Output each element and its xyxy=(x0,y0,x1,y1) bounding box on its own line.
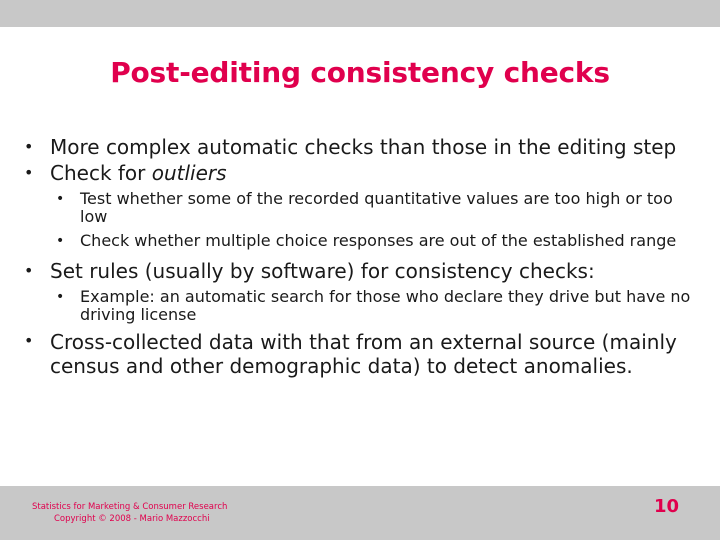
bullet-item xyxy=(24,260,704,282)
bullet-text: Check for xyxy=(50,161,152,185)
bullet-icon: • xyxy=(24,331,34,350)
sub-bullet-item xyxy=(24,288,704,324)
sub-bullet-icon: • xyxy=(56,233,65,249)
top-bar xyxy=(0,0,720,27)
bullet-item xyxy=(24,136,704,158)
bullet-emphasis: outliers xyxy=(151,161,227,185)
sub-bullet-text: Test whether some of the recorded quantitative values are too high or too low xyxy=(80,189,673,226)
sub-bullet-item xyxy=(24,190,704,226)
footer-line-1: Statistics for Marketing & Consumer Research xyxy=(32,502,228,512)
bullet-item xyxy=(24,162,704,184)
bullet-item xyxy=(24,330,704,378)
sub-bullet-icon: • xyxy=(56,191,65,207)
sub-bullet-icon: • xyxy=(56,289,65,305)
footer-line-2: Copyright © 2008 - Mario Mazzocchi xyxy=(54,514,210,524)
bullet-text: More complex automatic checks than those in the editing step xyxy=(50,135,677,159)
sub-bullet-item xyxy=(24,232,704,250)
footer xyxy=(32,501,227,525)
bullet-icon: • xyxy=(24,261,34,280)
slide-title: Post-editing consistency checks xyxy=(110,56,610,89)
sub-bullet-text: Example: an automatic search for those who declare they drive but have no driving license xyxy=(80,287,691,324)
page-number: 10 xyxy=(654,496,680,517)
sub-bullet-text: Check whether multiple choice responses are out of the established range xyxy=(80,231,677,250)
bullet-text: Set rules (usually by software) for consistency checks: xyxy=(50,259,595,283)
bullet-icon: • xyxy=(24,137,34,156)
slide-content xyxy=(24,136,704,378)
bullet-text: Cross-collected data with that from an external source (mainly census and other demographic data) to detect anomalies. xyxy=(50,330,677,378)
bullet-icon: • xyxy=(24,163,34,182)
